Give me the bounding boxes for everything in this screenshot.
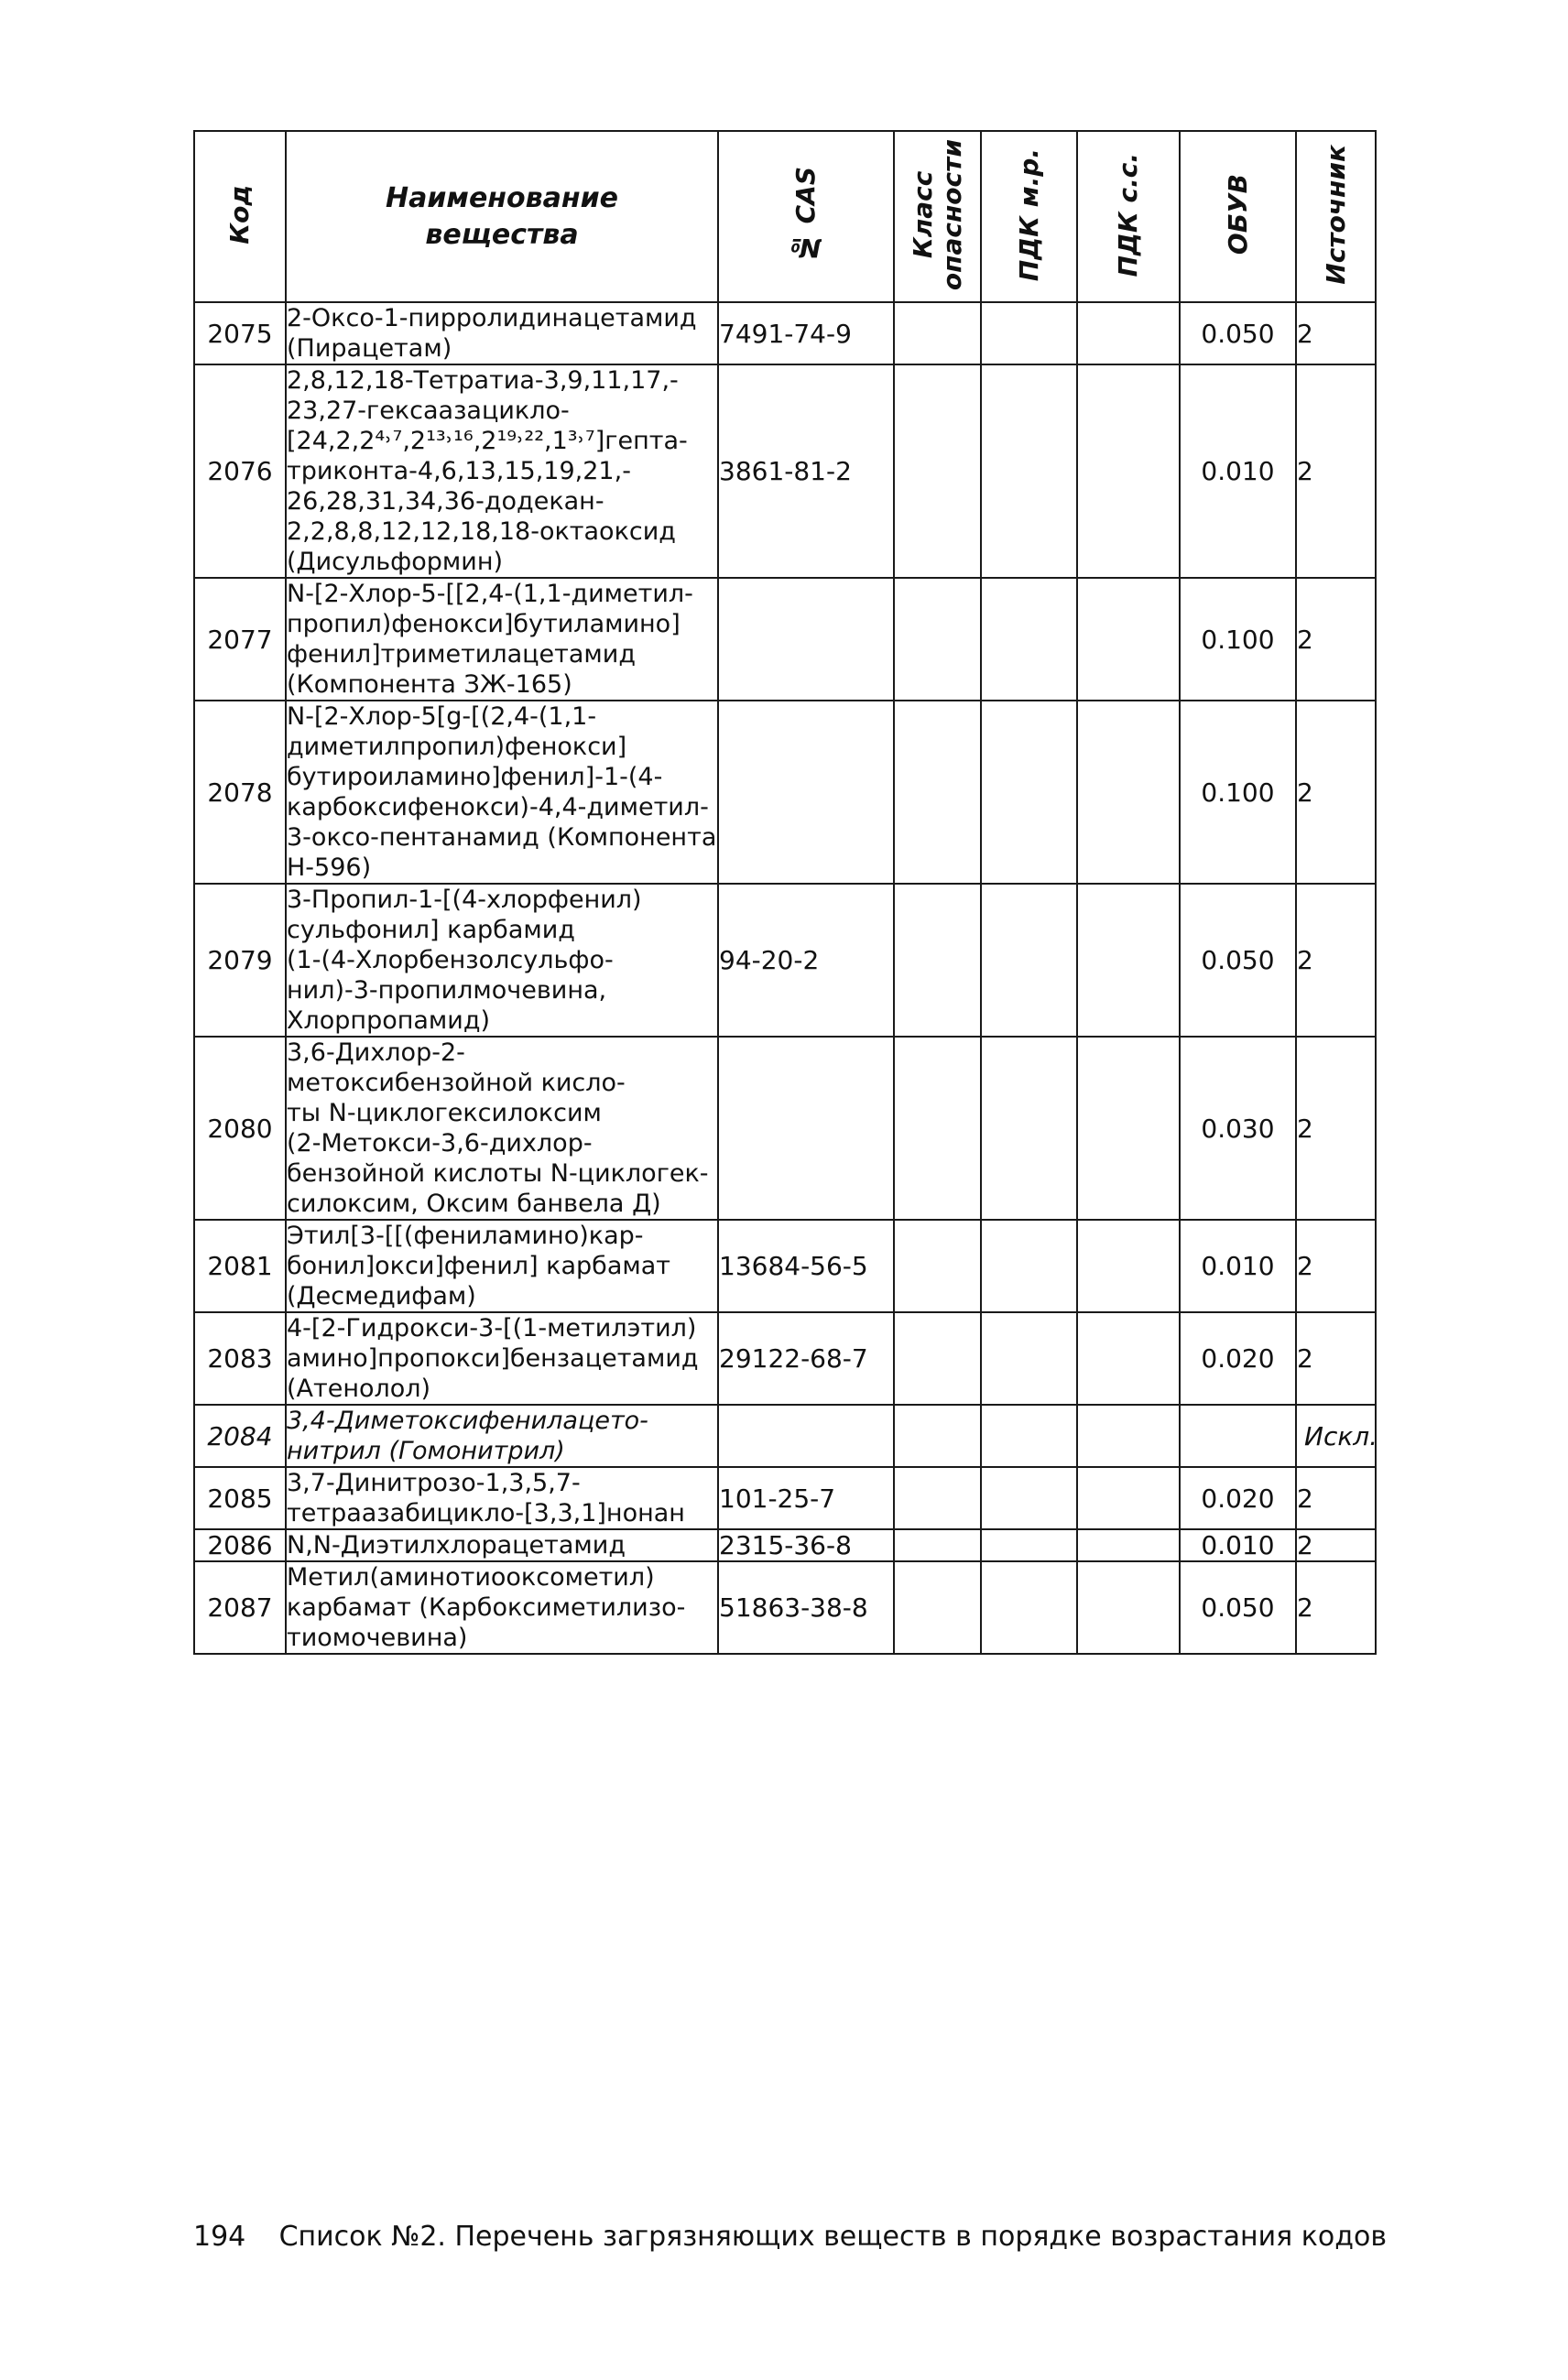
table-row bbox=[194, 1037, 1376, 1220]
cas-number-cell: 94-20-2 bbox=[718, 884, 894, 1037]
cas-number-cell: 13684-56-5 bbox=[718, 1220, 894, 1312]
hazard-class-cell bbox=[894, 1561, 981, 1654]
substance-name-cell: 3-Пропил-1-[(4-хлорфенил) сульфонил] карбамид (1-(4-Хлорбензолсульфо- нил)-3-пропилмочевина, Хлорпропамид) bbox=[286, 884, 718, 1037]
hazard-class-cell bbox=[894, 884, 981, 1037]
pdk-mr-cell bbox=[981, 1561, 1077, 1654]
source-cell: 2 bbox=[1296, 578, 1376, 701]
pdk-ss-cell bbox=[1077, 578, 1180, 701]
pdk-ss-cell bbox=[1077, 701, 1180, 884]
pdk-mr-cell bbox=[981, 1220, 1077, 1312]
pdk-mr-cell bbox=[981, 884, 1077, 1037]
table-row bbox=[194, 1529, 1376, 1561]
pdk-ss-cell bbox=[1077, 1405, 1180, 1467]
substance-name-cell: 2-Оксо-1-пирролидинацетамид (Пирацетам) bbox=[286, 302, 718, 364]
obuv-cell: 0.050 bbox=[1180, 1561, 1296, 1654]
table-header-row bbox=[194, 131, 1376, 302]
code-cell: 2078 bbox=[194, 701, 286, 884]
obuv-cell: 0.020 bbox=[1180, 1312, 1296, 1405]
table-row bbox=[194, 1312, 1376, 1405]
code-cell: 2085 bbox=[194, 1467, 286, 1529]
hazard-class-cell bbox=[894, 1405, 981, 1467]
table-row bbox=[194, 302, 1376, 364]
cas-number-cell: 3861-81-2 bbox=[718, 364, 894, 578]
substance-name-cell: N-[2-Хлор-5[g-[(2,4-(1,1- диметилпропил)фенокси] бутироиламино]фенил]-1-(4- карбоксифенокси)-4,4-диметил- 3-оксо-пентанамид (Компонента Н-596) bbox=[287, 702, 717, 882]
obuv-cell: 0.100 bbox=[1180, 578, 1296, 701]
pdk-mr-cell bbox=[981, 1529, 1077, 1561]
pdk-mr-cell bbox=[981, 578, 1077, 701]
obuv-cell: 0.010 bbox=[1180, 364, 1296, 578]
cas-number-cell: 51863-38-8 bbox=[718, 1561, 894, 1654]
obuv-cell: 0.050 bbox=[1180, 884, 1296, 1037]
substance-name-cell: 3,7-Динитрозо-1,3,5,7- тетраазабицикло-[3,3,1]нонан bbox=[286, 1467, 718, 1529]
pdk-ss-cell bbox=[1077, 1220, 1180, 1312]
running-footer-title: Список №2. Перечень загрязняющих веществ в порядке возрастания кодов bbox=[278, 2221, 1387, 2253]
pdk-mr-cell bbox=[981, 364, 1077, 578]
obuv-cell: 0.030 bbox=[1180, 1037, 1296, 1220]
source-cell: 2 bbox=[1296, 1467, 1376, 1529]
cas-number-cell bbox=[718, 1037, 894, 1220]
cas-number-cell: 7491-74-9 bbox=[718, 302, 894, 364]
substance-name-cell: 4-[2-Гидрокси-3-[(1-метилэтил) амино]пропокси]бензацетамид (Атенолол) bbox=[286, 1312, 718, 1405]
substance-name-cell: N,N-Диэтилхлорацетамид bbox=[286, 1529, 718, 1561]
hazard-class-cell bbox=[894, 302, 981, 364]
obuv-cell: 0.050 bbox=[1180, 302, 1296, 364]
table-row bbox=[194, 364, 1376, 578]
cas-number-cell: 101-25-7 bbox=[718, 1467, 894, 1529]
pdk-ss-cell bbox=[1077, 1529, 1180, 1561]
hazard-class-cell bbox=[894, 701, 981, 884]
hazard-class-cell bbox=[894, 364, 981, 578]
cas-number-cell bbox=[718, 578, 894, 701]
table-row bbox=[194, 884, 1376, 1037]
pdk-mr-cell bbox=[981, 302, 1077, 364]
header-pdk-ss: ПДК с.с. bbox=[1077, 131, 1180, 302]
cas-number-cell: 2315-36-8 bbox=[718, 1529, 894, 1561]
obuv-cell: 0.100 bbox=[1180, 701, 1296, 884]
table-row bbox=[194, 1405, 1376, 1467]
pdk-ss-cell bbox=[1077, 364, 1180, 578]
header-pdk-mr: ПДК м.р. bbox=[981, 131, 1077, 302]
header-cas: № CAS bbox=[718, 131, 894, 302]
code-cell: 2081 bbox=[194, 1220, 286, 1312]
pdk-ss-cell bbox=[1077, 884, 1180, 1037]
code-cell: 2080 bbox=[194, 1037, 286, 1220]
table-body bbox=[194, 302, 1376, 1654]
obuv-cell: 0.010 bbox=[1180, 1529, 1296, 1561]
pdk-mr-cell bbox=[981, 1312, 1077, 1405]
source-cell: 2 bbox=[1296, 1312, 1376, 1405]
header-name: Наименование вещества bbox=[286, 131, 718, 302]
substance-name-cell: Метил(аминотиооксометил) карбамат (Карбоксиметилизо- тиомочевина) bbox=[286, 1561, 718, 1654]
pdk-mr-cell bbox=[981, 1467, 1077, 1529]
pdk-ss-cell bbox=[1077, 1561, 1180, 1654]
page-number: 194 bbox=[193, 2221, 246, 2253]
source-cell: 2 bbox=[1296, 302, 1376, 364]
substance-name-cell: 3,6-Дихлор-2- метоксибензойной кисло- ты N-циклогексилоксим (2-Метокси-3,6-дихлор- бензойной кислоты N-циклогек- силоксим, Оксим банвела Д) bbox=[286, 1037, 718, 1220]
cas-number-cell: 29122-68-7 bbox=[718, 1312, 894, 1405]
substances-table bbox=[193, 130, 1377, 1655]
code-cell: 2084 bbox=[194, 1405, 286, 1467]
code-cell: 2079 bbox=[194, 884, 286, 1037]
substance-name-cell: 3,4-Диметоксифенилацето- нитрил (Гомонитрил) bbox=[286, 1405, 718, 1467]
code-cell: 2087 bbox=[194, 1561, 286, 1654]
source-cell: 2 bbox=[1296, 364, 1376, 578]
obuv-cell: 0.010 bbox=[1180, 1220, 1296, 1312]
pdk-mr-cell bbox=[981, 1037, 1077, 1220]
pdk-mr-cell bbox=[981, 1405, 1077, 1467]
header-code: Код bbox=[194, 131, 286, 302]
table-row bbox=[194, 1561, 1376, 1654]
hazard-class-cell bbox=[894, 578, 981, 701]
table-row bbox=[194, 578, 1376, 701]
source-cell: 2 bbox=[1296, 1037, 1376, 1220]
pdk-ss-cell bbox=[1077, 1037, 1180, 1220]
obuv-cell bbox=[1180, 1405, 1296, 1467]
table-row bbox=[194, 1467, 1376, 1529]
hazard-class-cell bbox=[894, 1467, 981, 1529]
source-cell: 2 bbox=[1296, 701, 1376, 884]
code-cell: 2077 bbox=[194, 578, 286, 701]
pdk-ss-cell bbox=[1077, 302, 1180, 364]
table-row bbox=[194, 701, 1376, 884]
hazard-class-cell bbox=[894, 1529, 981, 1561]
header-hazard-class: Класс опасности bbox=[894, 131, 981, 302]
code-cell: 2076 bbox=[194, 364, 286, 578]
source-cell: Искл. bbox=[1296, 1405, 1376, 1467]
substance-name-cell: 2,8,12,18-Тетратиа-3,9,11,17,- 23,27-гексаазацикло- [24,2,2⁴˒⁷,2¹³˒¹⁶,2¹⁹˒²²,1³˒⁷]гепта- триконта-4,6,13,15,19,21,- 26,28,31,34,36-додекан- 2,2,8,8,12,12,18,18-октаоксид (Дисульформин) bbox=[286, 364, 718, 578]
source-cell: 2 bbox=[1296, 1529, 1376, 1561]
source-cell: 2 bbox=[1296, 884, 1376, 1037]
hazard-class-cell bbox=[894, 1312, 981, 1405]
substance-name-cell: Этил[3-[[(фениламино)кар- бонил]окси]фенил] карбамат (Десмедифам) bbox=[286, 1220, 718, 1312]
header-obuv: ОБУВ bbox=[1180, 131, 1296, 302]
header-source: Источник bbox=[1296, 131, 1376, 302]
hazard-class-cell bbox=[894, 1220, 981, 1312]
source-cell: 2 bbox=[1296, 1220, 1376, 1312]
code-cell: 2086 bbox=[194, 1529, 286, 1561]
table-row bbox=[194, 1220, 1376, 1312]
hazard-class-cell bbox=[894, 1037, 981, 1220]
obuv-cell: 0.020 bbox=[1180, 1467, 1296, 1529]
code-cell: 2083 bbox=[194, 1312, 286, 1405]
pdk-ss-cell bbox=[1077, 1312, 1180, 1405]
cas-number-cell bbox=[718, 1405, 894, 1467]
pdk-ss-cell bbox=[1077, 1467, 1180, 1529]
pdk-mr-cell bbox=[981, 701, 1077, 884]
substance-name-cell: N-[2-Хлор-5-[[2,4-(1,1-диметил- пропил)фенокси]бутиламино] фенил]триметилацетамид (Компонента ЗЖ-165) bbox=[286, 578, 718, 701]
code-cell: 2075 bbox=[194, 302, 286, 364]
source-cell: 2 bbox=[1296, 1561, 1376, 1654]
cas-number-cell bbox=[718, 701, 894, 884]
